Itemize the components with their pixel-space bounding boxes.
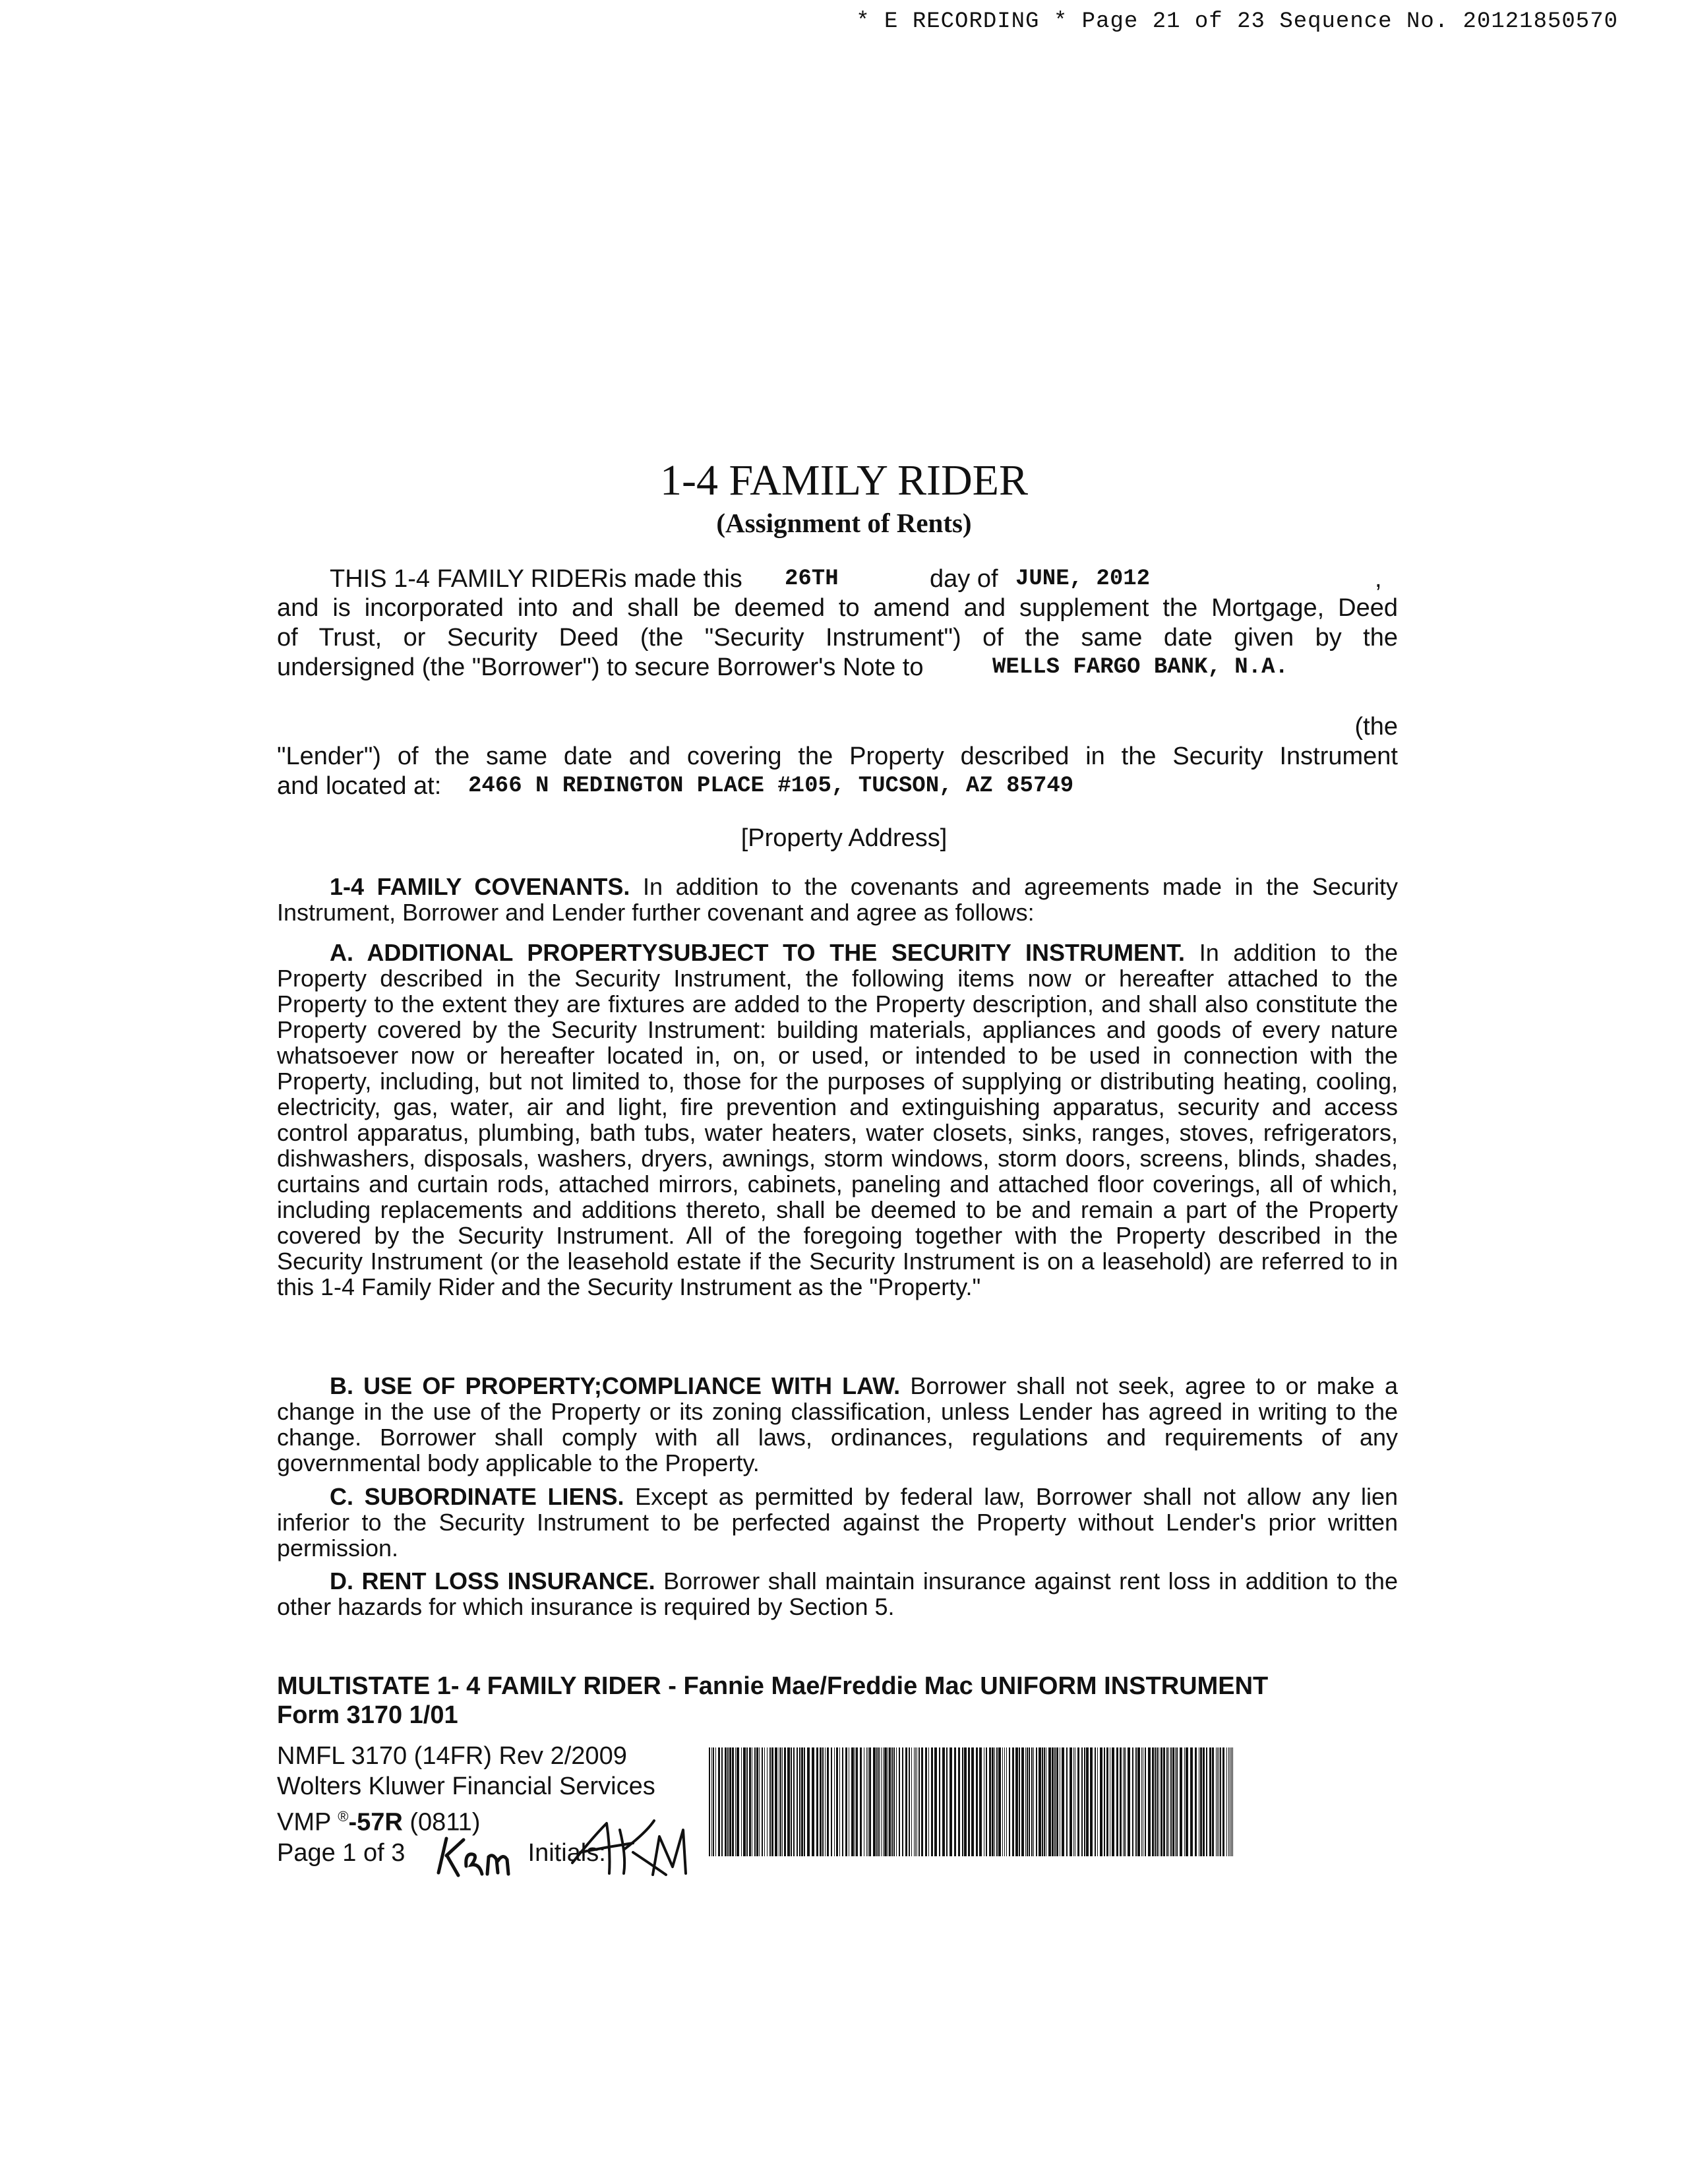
barcode (709, 1747, 1236, 1856)
recording-header: * E RECORDING * Page 21 of 23 Sequence No. 20121850570 (856, 9, 1618, 34)
section-d-text: Borrower shall maintain insurance against rent loss in addition to the other hazards for which insurance is required by Section 5. (277, 1567, 1398, 1620)
property-address-label: [Property Address] (740, 824, 948, 852)
initials-label: Initials: (528, 1838, 606, 1867)
document-subtitle: (Assignment of Rents) (716, 508, 972, 538)
lender-field: WELLS FARGO BANK, N.A. (992, 655, 1288, 680)
intro-located-at: and located at: (277, 772, 442, 800)
intro-line-5: (the (1354, 713, 1398, 741)
intro-line-7 (277, 773, 1398, 799)
vmp-code: VMP ®-57R (0811) (277, 1808, 481, 1836)
section-a-paragraph (277, 940, 1398, 1300)
section-d-paragraph (277, 1568, 1398, 1620)
intro-day-of: day of (930, 565, 998, 593)
day-field: 26TH (785, 566, 839, 592)
form-title (277, 1672, 1437, 1730)
section-b-paragraph (277, 1373, 1398, 1476)
section-a-heading: A. ADDITIONAL PROPERTYSUBJECT TO THE SECURITY INSTRUMENT. (330, 939, 1185, 966)
page-number: Page 1 of 3 Initials: (277, 1838, 606, 1867)
nmfl-code: NMFL 3170 (14FR) Rev 2/2009 (277, 1742, 627, 1770)
covenants-paragraph (277, 874, 1398, 925)
property-address-field: 2466 N REDINGTON PLACE #105, TUCSON, AZ 85749 (468, 774, 1074, 799)
intro-line-3: of Trust, or Security Deed (the "Security Instrument") of the same date given by the (277, 624, 1398, 652)
intro-line-4 (277, 654, 1398, 681)
covenants-heading: 1-4 FAMILY COVENANTS. (330, 873, 630, 900)
handwritten-initials-signature (432, 1827, 518, 1879)
intro-line-2: and is incorporated into and shall be deemed to amend and supplement the Mortgage, Deed (277, 594, 1398, 622)
intro-comma: , (1375, 565, 1382, 593)
intro-note-to: undersigned (the "Borrower") to secure Borrower's Note to (277, 653, 924, 681)
intro-made-this: THIS 1-4 FAMILY RIDERis made this (330, 565, 742, 593)
publisher: Wolters Kluwer Financial Services (277, 1773, 655, 1800)
intro-line-6: "Lender") of the same date and covering the Property described in the Security Instrument (277, 743, 1398, 770)
section-b-text: Borrower shall not seek, agree to or make a change in the use of the Property or its zoning classification, unless Lender has agreed in writing to the change. Borrower shall comply with all laws, ordinances, regulations and requirements of any governmental body applicable to the Property. (277, 1372, 1398, 1476)
section-c-heading: C. SUBORDINATE LIENS. (330, 1483, 624, 1510)
initials-signature (567, 1810, 699, 1883)
section-c-text: Except as permitted by federal law, Borrower shall not allow any lien inferior to the Security Instrument to be perfected against the Property without Lender's prior written permission. (277, 1483, 1398, 1562)
section-b-heading: B. USE OF PROPERTY;COMPLIANCE WITH LAW. (330, 1372, 901, 1399)
title-block (0, 455, 1688, 539)
document-title: 1-4 FAMILY RIDER (659, 456, 1029, 504)
section-c-paragraph (277, 1484, 1398, 1561)
month-year-field: JUNE, 2012 (1015, 566, 1151, 592)
covenants-text: In addition to the covenants and agreements made in the Security Instrument, Borrower and Lender further covenant and agree as follows: (277, 873, 1398, 926)
section-d-heading: D. RENT LOSS INSURANCE. (330, 1567, 655, 1594)
section-a-text: In addition to the Property described in the Security Instrument, the following items now or hereafter attached to the Property to the extent they are fixtures are added to the Property description, and shall also constitute the Property covered by the Security Instrument: building materials, appliances and goods of every nature whatsoever now or hereafter located in, on, or used, or intended to be used in connection with the Property, including, but not limited to, those for the purposes of supplying or distributing heating, cooling, electricity, gas, water, air and light, fire prevention and extinguishing apparatus, security and access control apparatus, plumbing, bath tubs, water heaters, water closets, sinks, ranges, stoves, refrigerators, dishwashers, disposals, washers, dryers, awnings, storm windows, storm doors, screens, blinds, shades, curtains and curtain rods, attached mirrors, cabinets, paneling and attached floor coverings, all of which, including replacements and additions thereto, shall be deemed to be and remain a part of the Property covered by the Security Instrument. All of the foregoing together with the Property described in the Security Instrument (or the leasehold estate if the Security Instrument is on a leasehold) are referred to in this 1-4 Family Rider and the Security Instrument as the "Property." (277, 939, 1398, 1300)
form-title-line-2: Form 3170 1/01 (277, 1701, 458, 1729)
form-title-line-1: MULTISTATE 1- 4 FAMILY RIDER - Fannie Mae/Freddie Mac UNIFORM INSTRUMENT (277, 1672, 1269, 1700)
